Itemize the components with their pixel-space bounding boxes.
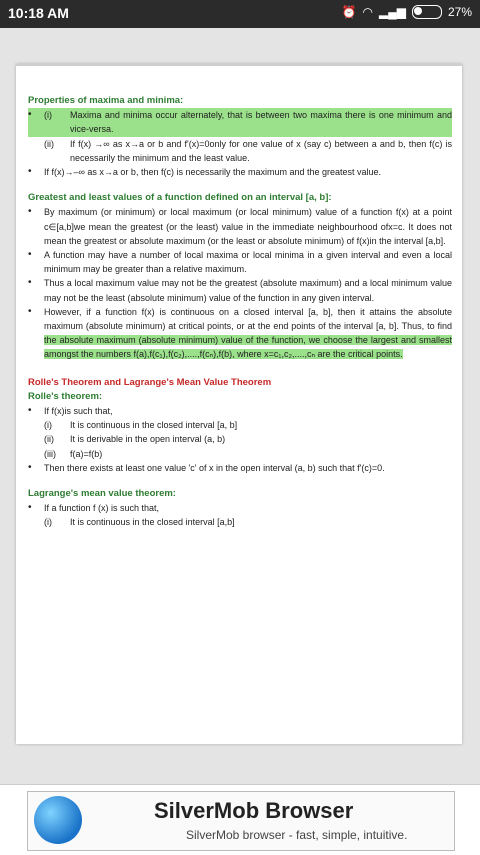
list-item: (ii) If f(x) →∞ as x→a or b and f'(x)=0only for one value of x (say c) between a and b, then f(c) is necessarily the minimum and the least value. xyxy=(44,138,452,163)
status-bar xyxy=(0,0,480,28)
document-page[interactable] xyxy=(16,64,462,744)
ad-banner[interactable] xyxy=(0,784,480,855)
subsection-title-lagrange: Lagrange's mean value theorem: xyxy=(28,488,176,500)
document-content xyxy=(28,88,452,530)
list-item: (iii) f(a)=f(b) xyxy=(44,448,103,459)
list-item: • (i) Maxima and minima occur alternately, that is between two maxima there is one minimum and vice-versa. xyxy=(28,108,452,136)
section-title-greatest-least: Greatest and least values of a function defined on an interval [a, b]: xyxy=(28,192,332,204)
battery-percent: 27% xyxy=(447,5,472,19)
list-item: • If f(x)is such that, xyxy=(28,405,113,417)
list-item: • If f(x)→–∞ as x→a or b, then f(c) is necessarily the maximum and the greatest value. xyxy=(28,166,382,178)
status-time: 10:18 AM xyxy=(8,5,69,21)
ad-subtitle: SilverMob browser - fast, simple, intuitive. xyxy=(186,828,408,842)
list-item: • Thus a local maximum value may not be the greatest (absolute maximum) and a local minimum value may not be the least (absolute minimum) value of the function in any given interval. xyxy=(28,277,452,303)
section-title-properties: Properties of maxima and minima: xyxy=(28,95,184,106)
subsection-title-rolle: Rolle's theorem: xyxy=(28,390,103,402)
list-item: • If a function f (x) is such that, xyxy=(28,502,160,514)
globe-logo-icon xyxy=(34,796,82,844)
wifi-icon: ◠ xyxy=(362,5,373,19)
list-item: (ii) It is derivable in the open interval (a, b) xyxy=(44,434,226,445)
list-item: • A function may have a number of local maxima or local minima in a given interval and even a local minimum may be greater than a relative maximum. xyxy=(28,249,452,275)
status-icons xyxy=(342,5,472,19)
list-item: (i) It is continuous in the closed interval [a,b] xyxy=(44,517,235,528)
ad-content[interactable] xyxy=(27,791,455,851)
battery-icon xyxy=(412,5,442,19)
highlighted-text: the absolute maximum (absolute minimum) value of the function, we choose the largest and smallest amongst the numbers f(a),f(c₁),f(c₂),....,f(cₙ),f(b), where x=c₁,c₂,....,cₙ are the critical points. xyxy=(44,335,452,360)
signal-icon: ▂▄▆ xyxy=(379,5,406,19)
section-title-rolle-lagrange: Rolle's Theorem and Lagrange's Mean Value Theorem xyxy=(28,376,272,388)
page-top-rule xyxy=(16,64,462,66)
list-item: • By maximum (or minimum) or local maximum (or local minimum) value of a function f(x) at a point c∈[a,b]we mean the greatest (or the least) value in the immediate neighbourhood ofx=c. It does not mean the greatest or absolute maximum (or the least or absolute minimum) of f(x)in the interval [a,b]. xyxy=(28,206,452,246)
list-item: • Then there exists at least one value 'c' of x in the open interval (a, b) such that f'(c)=0. xyxy=(28,461,385,473)
list-item: (i) It is continuous in the closed interval [a, b] xyxy=(44,420,238,431)
list-item: • However, if a function f(x) is continuous on a closed interval [a, b], then it attains the absolute maximum (absolute minimum) at critical points, or at the end points of the interval [a, b]. Thus, to find the absolute maximum (absolute minimum) value of the function, we choose the largest and smallest amongst the numbers f(a),f(c₁),f(c₂),....,f(cₙ),f(b), where x=c₁,c₂,....,cₙ are the critical points. xyxy=(28,305,452,360)
ad-title: SilverMob Browser xyxy=(154,798,354,823)
alarm-icon: ⏰ xyxy=(341,5,357,19)
